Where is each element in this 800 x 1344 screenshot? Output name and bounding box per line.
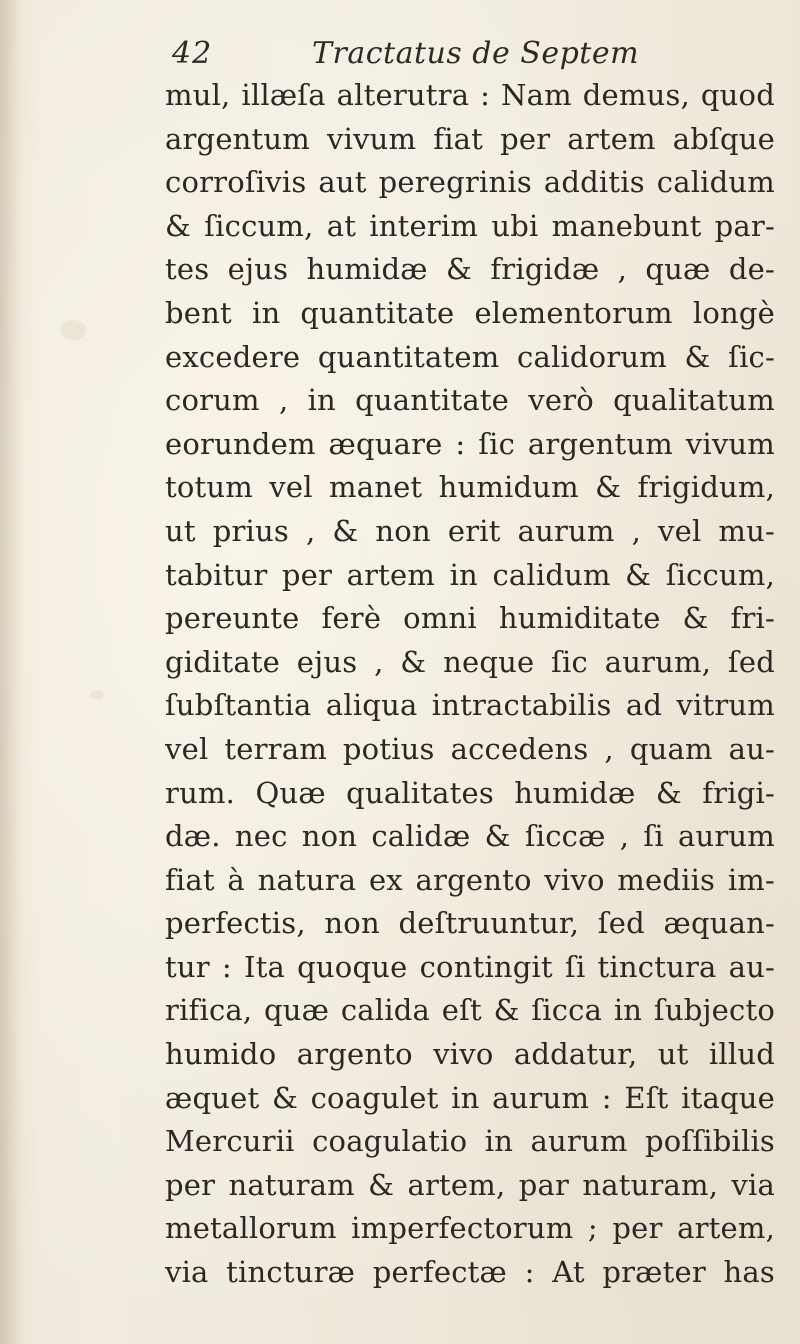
text-line: argentum vivum fiat per artem abſque — [165, 121, 775, 156]
page-gutter-shadow — [0, 0, 22, 1344]
text-line: dæ. nec non calidæ & ſiccæ , ſi aurum — [165, 819, 775, 854]
text-line: fiat à natura ex argento vivo mediis im- — [165, 862, 775, 897]
text-line: via tincturæ perfectæ : At præter has — [165, 1255, 775, 1290]
text-line: rifica, quæ calida eſt & ſicca in ſubjecto — [165, 993, 775, 1028]
text-line: mul, illæſa alterutra : Nam demus, quod — [165, 78, 775, 112]
text-line: ſubſtantia aliqua intractabilis ad vitrum — [165, 688, 775, 723]
text-line: corum , in quantitate verò qualitatum — [165, 383, 775, 418]
text-line: pereunte ferè omni humiditate & fri- — [165, 601, 775, 636]
text-line: totum vel manet humidum & frigidum, — [165, 470, 775, 505]
body-text — [165, 74, 775, 1295]
text-line: humido argento vivo addatur, ut illud — [165, 1037, 775, 1072]
text-line: giditate ejus , & neque ſic aurum, ſed — [165, 644, 775, 679]
text-line: ut prius , & non erit aurum , vel mu- — [165, 513, 775, 548]
text-line: bent in quantitate elementorum longè — [165, 295, 775, 330]
paper-stain — [60, 320, 86, 340]
text-line: æquet & coagulet in aurum : Eſt itaque — [165, 1080, 775, 1115]
paper-stain — [90, 690, 104, 700]
text-line: rum. Quæ qualitates humidæ & frigi- — [165, 775, 775, 810]
running-title: Tractatus de Septem — [312, 36, 640, 71]
page-number: 42 — [172, 36, 213, 71]
text-line: tur : Ita quoque contingit ſi tinctura au- — [165, 949, 775, 984]
text-line: vel terram potius accedens , quam au- — [165, 731, 775, 766]
text-line: eorundem æquare : ſic argentum vivum — [165, 426, 775, 461]
text-line: tes ejus humidæ & frigidæ , quæ de- — [165, 252, 775, 287]
text-line: tabitur per artem in calidum & ſiccum, — [165, 557, 775, 592]
text-line: perfectis, non deſtruuntur, ſed æquan- — [165, 906, 775, 941]
text-line: Mercurii coagulatio in aurum poſſibilis — [165, 1124, 775, 1159]
text-line: & ſiccum, at interim ubi manebunt par- — [165, 208, 775, 243]
text-line: corroſivis aut peregrinis additis calidum — [165, 165, 775, 200]
text-line: metallorum imperfectorum ; per artem, — [165, 1211, 775, 1246]
text-line: per naturam & artem, par naturam, via — [165, 1167, 775, 1202]
text-line: excedere quantitatem calidorum & ſic- — [165, 339, 775, 374]
